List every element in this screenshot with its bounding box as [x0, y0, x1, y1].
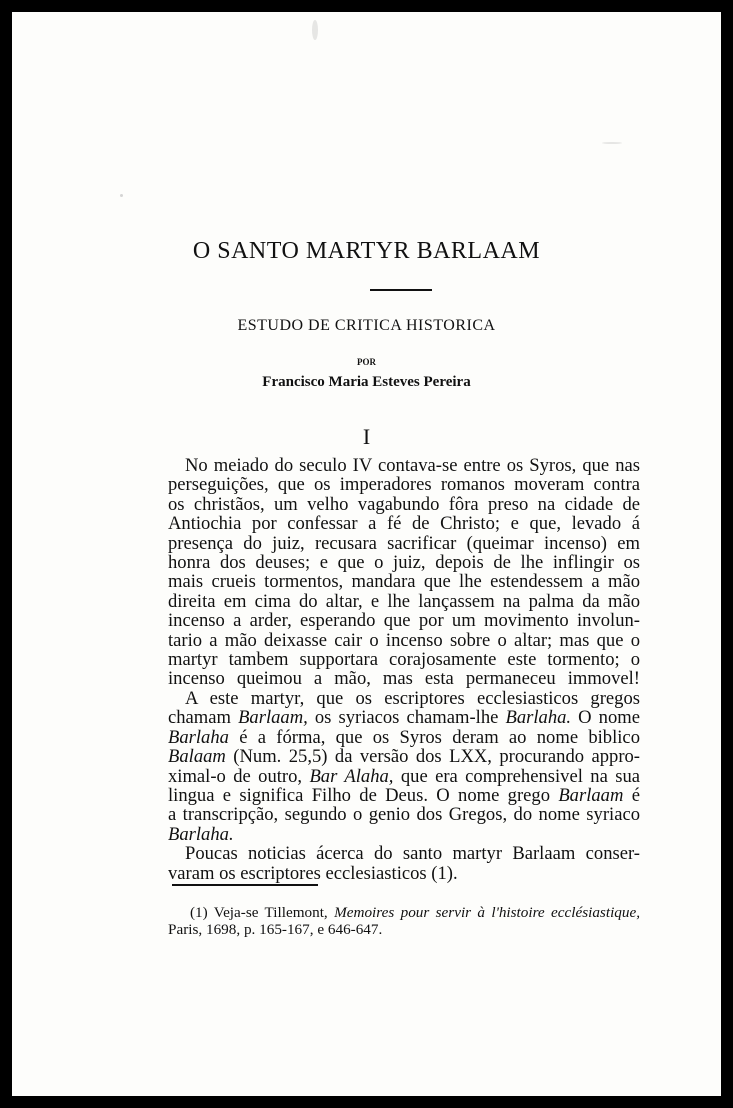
subtitle: ESTUDO DE CRITICA HISTORICA [237, 317, 496, 334]
text-line: direita em cima do altar, e lhe lançassem na palma da mão [168, 590, 640, 612]
text-line: ximal-o de outro, Bar Alaha, que era comprehensivel na sua [168, 765, 640, 787]
paragraph-2 [168, 689, 640, 844]
text-line: presença do juiz, recusara sacrificar (queimar incenso) em [168, 532, 640, 554]
text-line: martyr tambem supportara corajosamente este tormento; o [168, 649, 640, 671]
footnote [168, 904, 640, 938]
text-line: Antiochia por confessar a fé de Christo; e que, levado á [168, 513, 640, 535]
text-line: a transcripção, segundo o genio dos Gregos, do nome syriaco [168, 804, 640, 826]
text-line: os christãos, um velho vagabundo fôra preso na cidade de [168, 493, 640, 515]
text-line: Barlaha. [168, 823, 234, 845]
text-line: mais crueis tormentos, mandara que lhe estendessem a mão [168, 571, 640, 593]
scan-speck [602, 142, 622, 144]
author-name: Francisco Maria Esteves Pereira [262, 374, 471, 390]
paragraph-3 [168, 844, 640, 883]
text-line: No meiado do seculo IV contava-se entre os Syros, que nas [185, 455, 640, 476]
text-line: perseguições, que os imperadores romanos moveram contra [168, 474, 640, 496]
byline-label: POR [357, 357, 376, 367]
footnote-line: Paris, 1698, p. 165-167, e 646-647. [168, 921, 383, 938]
text-line: Barlaha é a fórma, que os Syros deram ao nome biblico [168, 726, 640, 748]
scan-speck [312, 20, 318, 40]
page-title: O SANTO MARTYR BARLAAM [192, 238, 541, 264]
body-text [168, 456, 640, 883]
footnote-rule [172, 884, 318, 886]
text-line: varam os escriptores ecclesiasticos (1). [168, 862, 458, 884]
title-rule [370, 289, 432, 291]
text-line: incenso queimou a mão, mas esta permaneceu immovel! [168, 668, 640, 690]
scan-speck [120, 194, 123, 197]
text-line: Balaam (Num. 25,5) da versão dos LXX, procurando appro- [168, 746, 641, 768]
paragraph-1 [168, 456, 640, 689]
text-line: A este martyr, que os escriptores ecclesiasticos gregos [185, 687, 640, 709]
text-line: lingua e significa Filho de Deus. O nome grego Barlaam é [168, 784, 640, 806]
text-line: chamam Barlaam, os syriacos chamam-lhe Barlaha. O nome [168, 707, 640, 729]
text-line: tario a mão deixasse cair o incenso sobre o altar; mas que o [168, 629, 640, 651]
document-page [12, 12, 721, 1096]
section-number: I [362, 424, 371, 449]
footnote-line: (1) Veja-se Tillemont, Memoires pour servir à l'histoire ecclésiastique, [190, 904, 641, 921]
text-line: honra dos deuses; e que o juiz, depois de lhe inflingir os [168, 552, 640, 574]
text-line: incenso a arder, esperando que por um movimento involun- [168, 610, 640, 632]
text-line: Poucas noticias ácerca do santo martyr Barlaam conser- [185, 843, 640, 865]
